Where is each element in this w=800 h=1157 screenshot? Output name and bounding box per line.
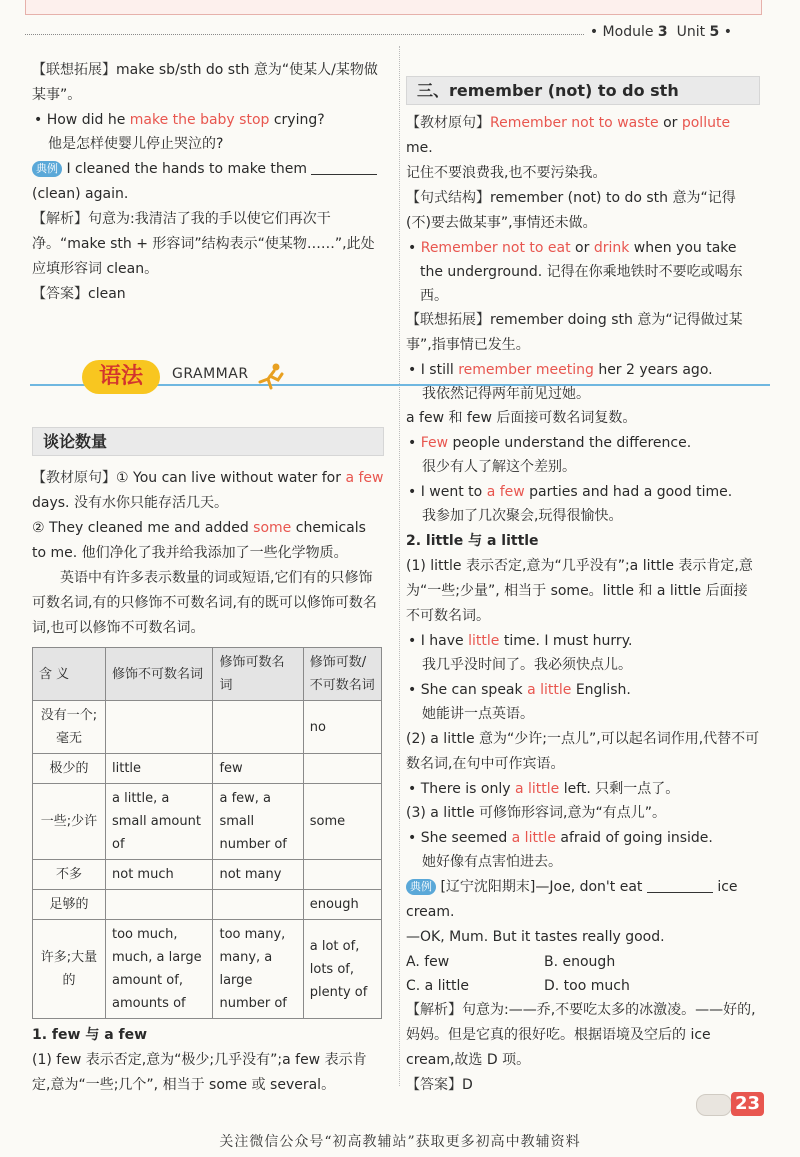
option-c: C. a little (406, 978, 469, 994)
example-bullet: • Few people understand the difference. (406, 431, 760, 455)
section-title-remember: 三、remember (not) to do sth (406, 76, 760, 105)
answer-blank (647, 878, 713, 893)
example-bullet: • There is only a little left. 只剩一点了。 (406, 777, 760, 801)
subheading-little: 2. little 与 a little (406, 533, 539, 549)
table-row: 足够的 enough (33, 890, 382, 920)
grammar-label: GRAMMAR (166, 366, 255, 382)
option-d: D. too much (544, 978, 630, 994)
answer: 【答案】D (406, 1077, 473, 1093)
example-bullet: • How did he make the baby stop crying? (32, 108, 384, 132)
column-divider (399, 46, 400, 1086)
table-row: 一些;少许 a little, a small amount of a few, a small number of some (33, 784, 382, 860)
table-row: 极少的 little few (33, 754, 382, 784)
section-title-quantity: 谈论数量 (32, 427, 384, 456)
right-main-section: a few 和 few 后面接可数名词复数。 • Few people understand the difference. 很少有人了解这个差别。 • I went to a few parties and had a good time. 我参加了几次聚会,玩得很愉快。 2. little 与 a little (1) little 表示否定,意为“几乎没有”;a little 表示肯定,意为“一些;少量”, 相当于 some。little 和 a little 后面接不可数名词。 • I have little time. I must hurry. 我几乎没时间了。我必须快点儿。 • She can speak a little English. 她能讲一点英语。 (2) a little 意为“少许;一点儿”,可以起名词作用,代替不可数名词,在句中可作宾语。 • There is only a little left. 只剩一点了。 (3) a little 可修饰形容词,意为“有点儿”。 • She seemed a little afraid of going inside. 她好像有点害怕进去。 典例 [辽宁沈阳期末]—Joe, don't eat ice cream. —OK, Mum. But it tastes really good. A. few B. enough C. a little D. too much 【解析】句意为:——乔,不要吃太多的冰激凌。——好的,妈妈。但是它真的很好吃。根据语境及空后的 ice cream,故选 D 项。 【答案】D (406, 406, 760, 1098)
analysis: 【解析】句意为:——乔,不要吃太多的冰激凌。——好的,妈妈。但是它真的很好吃。根据语境及空后的 ice cream,故选 D 项。 (406, 1002, 756, 1068)
example-bullet: • I have little time. I must hurry. (406, 629, 760, 653)
right-top-section: 三、remember (not) to do sth 【教材原句】Remember not to waste or pollute me. 记住不要浪费我,也不要污染我。 【句式结构】remember (not) to do sth 意为“记得(不)要去做某事”,事情还未做。 • Remember not to eat or drink when you take the underground. 记得在你乘地铁时不要吃或喝东西。 【联想拓展】remember doing sth 意为“记得做过某事”,指事情已发生。 • I still remember meeting her 2 years ago. 我依然记得两年前见过她。 (406, 76, 760, 407)
quantity-table (32, 647, 382, 1019)
table-row: 许多;大量的 too much, much, a large amount of, amounts of too many, many, a large number of a lot of, lots of, plenty of (33, 920, 382, 1019)
example-badge: 典例 (406, 879, 436, 895)
example-bullet: • I went to a few parties and had a good time. (406, 480, 760, 504)
footer-note: 关注微信公众号“初高教辅站”获取更多初高中教辅资料 (219, 1134, 581, 1150)
table-row: 没有一个;毫无 no (33, 701, 382, 754)
runner-icon (256, 362, 286, 390)
example-question: 典例 I cleaned the hands to make them (clean) again. (32, 157, 384, 207)
subheading-few: 1. few 与 a few (32, 1027, 148, 1043)
table-header-row: 含 义 修饰不可数名词 修饰可数名词 修饰可数/不可数名词 (33, 648, 382, 701)
analysis: 【解析】句意为:我清洁了我的手以使它们再次干净。“make sth + 形容词”结构表示“使某物……”,此处应填形容词 clean。 (32, 211, 375, 277)
grammar-badge: 语法 (82, 360, 160, 394)
example-bullet: • She can speak a little English. (406, 678, 760, 702)
example-bullet: • Remember not to eat or drink when you take the underground. 记得在你乘地铁时不要吃或喝东西。 (406, 236, 760, 308)
page-number: 23 (731, 1092, 764, 1116)
grammar-banner (30, 360, 770, 394)
options (406, 950, 760, 998)
answer-blank (311, 160, 377, 175)
top-decoration-bar (25, 0, 762, 15)
example-question: 典例 [辽宁沈阳期末]—Joe, don't eat ice cream. (406, 879, 738, 920)
running-header: • Module 3 Unit 5 • (584, 24, 738, 40)
answer: 【答案】clean (32, 286, 126, 302)
example-badge: 典例 (32, 161, 62, 177)
option-a: A. few (406, 954, 450, 970)
page-ornament-icon (696, 1094, 732, 1116)
example-bullet: • I still remember meeting her 2 years ago. (406, 358, 760, 382)
example-bullet: • She seemed a little afraid of going inside. (406, 826, 760, 850)
table-row: 不多 not much not many (33, 860, 382, 890)
left-top-section: 【联想拓展】make sb/sth do sth 意为“使某人/某物做某事”。 • How did he make the baby stop crying? 他是怎样使婴儿停止哭泣的? 典例 I cleaned the hands to make them (clean) again. 【解析】句意为:我清洁了我的手以使它们再次干净。“make sth + 形容词”结构表示“使某物……”,此处应填形容词 clean。 【答案】clean (32, 58, 384, 307)
left-main-section: 谈论数量 【教材原句】① You can live without water for a few days. 没有水你只能存活几天。 ② They cleaned me and added some chemicals to me. 他们净化了我并给我添加了一些化学物质。 英语中有许多表示数量的词或短语,它们有的只修饰可数名词,有的只修饰不可数名词,有的既可以修饰可数名词,也可以修饰不可数名词。 含 义 修饰不可数名词 修饰可数名词 修饰可数/不可数名词 没有一个;毫无 no 极少的 little few 一些;少许 a little, a small amount of a few, a small number of some 不多 not much not many 足够的 enough 许多;大量的 too much, much, a large amount of, amounts of too many, many, a large number of a lot of, lots of, plenty of 1. few 与 a few (1) few 表示否定,意为“极少;几乎没有”;a few 表示肯定,意为“一些;几个”, 相当于 some 或 several。 (32, 427, 384, 1098)
option-b: B. enough (544, 954, 616, 970)
